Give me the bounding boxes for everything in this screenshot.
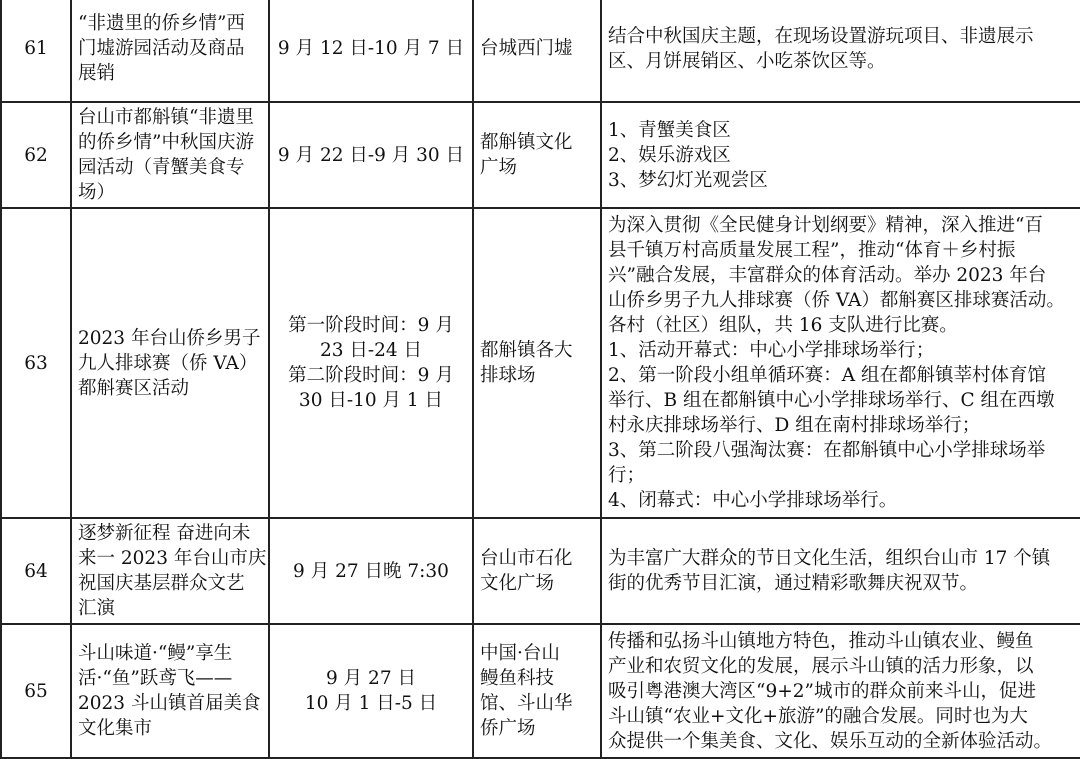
text-line: 3、梦幻灯光观尝区 (608, 169, 768, 191)
text-line: 园活动（青蟹美食专 (78, 157, 245, 178)
text-line: 9 月 12 日-10 月 7 日 (277, 38, 465, 59)
text-line: 文化集市 (78, 718, 153, 739)
text-line: 都斛镇各大 (480, 340, 573, 361)
text-line: 汇演 (78, 598, 116, 619)
text-line: 2023 斗山镇首届美食 (78, 693, 261, 714)
event-place (473, 102, 601, 208)
event-description (601, 624, 1080, 758)
row-number: 65 (1, 624, 71, 758)
event-name (71, 102, 269, 208)
row-number: 62 (1, 102, 71, 208)
text-line: 兴”融合发展，丰富群众的体育活动。举办 2023 年台 (608, 265, 1047, 286)
text-line: 村永庆排球场举行、D 组在南村排球场举行； (608, 415, 981, 436)
event-name (71, 208, 269, 518)
text-line: 23 日-24 日 (319, 340, 423, 361)
text-line: 馆、斗山华 (480, 693, 573, 714)
text-line: “非遗里的侨乡情”西 (78, 13, 245, 34)
event-time (269, 624, 473, 758)
text-line: 县千镇万村高质量发展工程”，推动“体育＋乡村振 (608, 240, 1016, 261)
event-description (601, 518, 1080, 624)
text-line: 中国·台山 (480, 643, 560, 664)
text-line: 来一 2023 年台山市庆 (78, 548, 267, 569)
text-line: 9 月 27 日晚 7:30 (293, 560, 449, 582)
text-line: 行； (608, 465, 646, 486)
event-name (71, 518, 269, 624)
text-line: 台城西门墟 (480, 38, 573, 59)
text-line: 街的优秀节目汇演，通过精彩歌舞庆祝双节。 (608, 573, 979, 594)
text-line: 台山市石化 (480, 548, 573, 569)
text-line: 举行、B 组在都斛镇中心小学排球场举行、C 组在西墩 (608, 390, 1055, 411)
event-place (473, 518, 601, 624)
text-line: 3、第二阶段八强淘汰赛：在都斛镇中心小学排球场举 (608, 440, 1046, 461)
text-line: 9 月 22 日-9 月 30 日 (277, 144, 465, 166)
text-line: 都斛镇文化 (480, 132, 573, 153)
text-line: 1、青蟹美食区 (608, 119, 731, 141)
text-line: 展销 (78, 63, 116, 84)
event-time (269, 102, 473, 208)
text-line: 都斛赛区活动 (78, 377, 190, 399)
table-row (1, 208, 1080, 518)
event-name (71, 624, 269, 758)
text-line: 2023 年台山侨乡男子 (78, 327, 261, 349)
text-line: 山侨乡男子九人排球赛（侨 VA）都斛赛区排球赛活动。 (608, 290, 1065, 311)
text-line: 侨广场 (480, 718, 536, 739)
text-line: 第二阶段时间：9 月 (288, 365, 454, 386)
text-line: 吸引粤港澳大湾区“9+2”城市的群众前来斗山，促进 (608, 680, 1036, 702)
row-number: 63 (1, 208, 71, 518)
text-line: 2、娱乐游戏区 (608, 144, 731, 166)
text-line: 门墟游园活动及商品 (78, 38, 245, 59)
text-line: 祝国庆基层群众文艺 (78, 573, 245, 594)
text-line: 1、活动开幕式：中心小学排球场举行； (608, 340, 935, 361)
text-line: 传播和弘扬斗山镇地方特色，推动斗山镇农业、鳗鱼 (608, 630, 1034, 652)
text-line: 斗山镇“农业+文化+旅游”的融合发展。同时也为大 (608, 705, 1028, 727)
text-line: 为丰富广大群众的节日文化生活，组织台山市 17 个镇 (608, 548, 1051, 569)
text-line: 九人排球赛（侨 VA） (78, 352, 258, 374)
events-table-body (1, 0, 1080, 758)
text-line: 产业和农贸文化的发展，展示斗山镇的活力形象，以 (608, 655, 1034, 677)
event-name (71, 0, 269, 102)
text-line: 各村（社区）组队，共 16 支队进行比赛。 (608, 315, 958, 336)
event-description (601, 0, 1080, 102)
text-line: 鳗鱼科技 (480, 668, 555, 689)
event-time (269, 208, 473, 518)
event-place (473, 208, 601, 518)
event-time (269, 0, 473, 102)
row-number: 61 (1, 0, 71, 102)
row-number: 64 (1, 518, 71, 624)
text-line: 为深入贯彻《全民健身计划纲要》精神，深入推进“百 (608, 215, 1043, 236)
text-line: 2、第一阶段小组单循环赛：A 组在都斛镇莘村体育馆 (608, 365, 1047, 386)
event-place (473, 0, 601, 102)
text-line: 10 月 1 日-5 日 (304, 693, 438, 714)
table-row (1, 624, 1080, 758)
text-line: 的侨乡情”中秋国庆游 (78, 132, 254, 153)
text-line: 广场 (480, 157, 518, 178)
text-line: 活·“鱼”跃鸢飞—— (78, 668, 233, 689)
text-line: 30 日-10 月 1 日 (298, 390, 444, 411)
table-row (1, 102, 1080, 208)
table-row (1, 518, 1080, 624)
text-line: 文化广场 (480, 573, 555, 594)
text-line: 斗山味道·“鳗”享生 (78, 643, 233, 664)
text-line: 排球场 (480, 365, 536, 386)
event-place (473, 624, 601, 758)
text-line: 9 月 27 日 (326, 668, 416, 689)
text-line: 第一阶段时间：9 月 (288, 315, 454, 336)
event-description (601, 208, 1080, 518)
text-line: 结合中秋国庆主题，在现场设置游玩项目、非遗展示 (608, 25, 1034, 47)
text-line: 4、闭幕式：中心小学排球场举行。 (608, 490, 898, 511)
text-line: 场） (78, 182, 116, 203)
text-line: 众提供一个集美食、文化、娱乐互动的全新体验活动。 (608, 730, 1053, 752)
text-line: 逐梦新征程 奋进向未 (78, 523, 251, 544)
event-description (601, 102, 1080, 208)
event-time (269, 518, 473, 624)
text-line: 区、月饼展销区、小吃茶饮区等。 (608, 50, 886, 72)
table-row (1, 0, 1080, 102)
text-line: 台山市都斛镇“非遗里 (78, 107, 254, 128)
